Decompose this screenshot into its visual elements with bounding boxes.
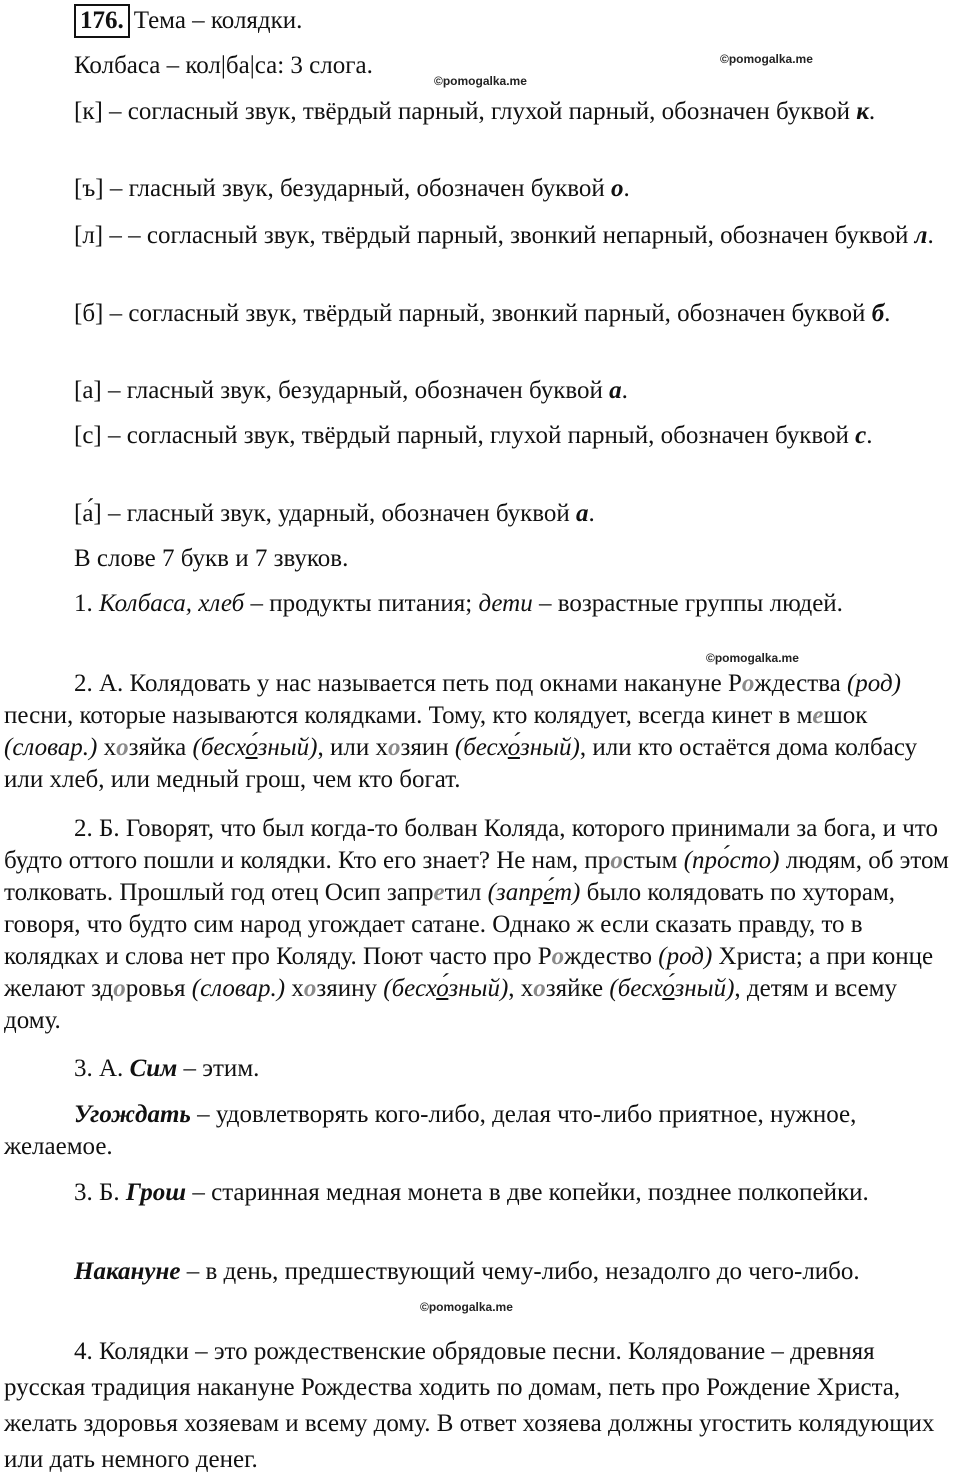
letter: к <box>856 98 869 125</box>
letters-count-text: В слове 7 букв и 7 звуков. <box>74 545 349 572</box>
answer-4-text: 4. Колядки – это рождественские обрядовые песни. Колядование – древняя русская традиция накануне Рождества ходить по домам, петь про Рождение Христа, желать здоровья хозяевам и всему дому. В ответ хозяева должны угостить колядующих или дать немного денег. <box>4 1338 935 1473</box>
watermark: ©pomogalka.me <box>706 651 799 665</box>
check-part: (бесх <box>383 975 437 1002</box>
letter: а <box>576 500 589 527</box>
check-part: (бесх <box>609 975 663 1002</box>
text-run: ровья <box>125 975 192 1002</box>
watermark: ©pomogalka.me <box>720 52 813 66</box>
sound-a: [а] – гласный звук, безударный, обозначен буквой а. <box>74 377 628 404</box>
check-word: (словар.) <box>191 975 286 1002</box>
answer-3a <box>4 1053 956 1085</box>
definition: – удовлетворять кого-либо, делая что-либо приятное, нужное, желаемое. <box>4 1101 857 1160</box>
check-part: зный) <box>448 975 509 1002</box>
watermark: ©pomogalka.me <box>420 1300 513 1314</box>
watermark: ©pomogalka.me <box>434 74 527 88</box>
definition: – в день, предшествующий чему-либо, незадолго до чего-либо. <box>180 1258 860 1285</box>
text-run: было колядовать по хуторам, говоря, что будто сим народ угождает сатане. Однако ж если сказать правду, то в колядках и слова нет про Коляду. Поют часто про Р <box>4 879 896 970</box>
highlight-vowel: о <box>388 734 401 761</box>
sound-text: [к] – согласный звук, твёрдый парный, глухой парный, обозначен буквой <box>74 98 857 125</box>
definition: – этим. <box>177 1055 260 1082</box>
text-run: 2. А. Колядовать у нас называется петь под окнами накануне Р <box>74 670 742 697</box>
sound-text: [л] – – согласный звук, твёрдый парный, звонкий непарный, обозначен буквой <box>74 222 915 249</box>
text-run: зяину <box>316 975 384 1002</box>
stress-vowel: е́ <box>543 879 554 906</box>
term: Грош <box>125 1179 187 1206</box>
stress-vowel: о́ <box>507 734 520 761</box>
text-run: , х <box>508 975 534 1002</box>
letter: а <box>609 377 622 404</box>
text-run: людям, об этом толковать. Прошлый год отец Осип запр <box>4 847 949 906</box>
paragraph-2a <box>4 668 956 796</box>
stress-vowel: о́ <box>245 734 258 761</box>
check-part: (бесх <box>192 734 246 761</box>
text-run: 2. Б. Говорят, что был когда-то болван Коляда, которого принимали за бога, и что будто оттого пошли и колядки. Кто его знает? Не нам, пр <box>4 815 938 874</box>
letter: с <box>855 422 867 449</box>
sound-k: [к] – согласный звук, твёрдый парный, глухой парный, обозначен буквой к. <box>74 98 876 125</box>
stress-vowel: о́ <box>436 975 449 1002</box>
term: Угождать <box>74 1101 191 1128</box>
q-number: 3. Б. <box>74 1179 126 1206</box>
definition-nakanune <box>4 1256 956 1288</box>
question-1 <box>4 588 956 620</box>
text-run: , детям и всему дому. <box>4 975 897 1034</box>
term: Сим <box>129 1055 178 1082</box>
text-run: тил <box>444 879 488 906</box>
check-part: (запр <box>487 879 544 906</box>
sound-text: [а] – гласный звук, безударный, обозначен буквой <box>74 377 610 404</box>
letter: о <box>611 175 624 202</box>
term: Накануне <box>74 1258 181 1285</box>
text-run: , или х <box>317 734 388 761</box>
letter: л <box>914 222 928 249</box>
highlight-vowel: о <box>610 847 623 874</box>
check-word <box>609 975 734 1002</box>
sound-b: [б] – согласный звук, твёрдый парный, звонкий парный, обозначен буквой б. <box>74 300 891 327</box>
check-part: т) <box>553 879 581 906</box>
sound-s: [с] – согласный звук, твёрдый парный, глухой парный, обозначен буквой с. <box>74 422 873 449</box>
check-part: зный) <box>257 734 318 761</box>
definition: – возрастные группы людей. <box>532 590 843 617</box>
check-part: зный) <box>519 734 580 761</box>
text-run: ждества <box>754 670 847 697</box>
highlight-vowel: о <box>113 975 126 1002</box>
text-run: стым <box>622 847 684 874</box>
highlight-vowel: о <box>741 670 755 697</box>
highlight-vowel: о <box>116 734 129 761</box>
check-word: (про́сто) <box>683 847 780 874</box>
sound-text: [б] – согласный звук, твёрдый парный, звонкий парный, обозначен буквой <box>74 300 872 327</box>
q-number: 3. А. <box>74 1055 130 1082</box>
task-number: 176. <box>74 4 130 38</box>
sound-text: [ъ] – гласный звук, безударный, обозначен буквой <box>74 175 611 202</box>
highlight-vowel: о <box>551 943 565 970</box>
sound-text: [с] – согласный звук, твёрдый парный, глухой парный, обозначен буквой <box>74 422 856 449</box>
answer-4 <box>4 1334 956 1478</box>
highlight-vowel: е <box>812 702 824 729</box>
text-run: х <box>97 734 117 761</box>
definition: – продукты питания; <box>244 590 479 617</box>
topic-text: Тема – колядки. <box>133 7 303 34</box>
answer-3b <box>4 1177 956 1209</box>
check-part: зный) <box>674 975 735 1002</box>
check-word <box>383 975 508 1002</box>
text-run: шок <box>823 702 868 729</box>
definition: – старинная медная монета в две копейки, позднее полкопейки. <box>186 1179 869 1206</box>
letters-count <box>4 543 956 575</box>
syllable-text: Колбаса – кол|ба|са: 3 слога. <box>74 52 373 79</box>
highlight-vowel: о <box>533 975 546 1002</box>
letter: б <box>871 300 885 327</box>
q-number: 1. <box>74 590 99 617</box>
check-word: (род) <box>658 943 713 970</box>
text-run: зяин <box>400 734 455 761</box>
term: дети <box>478 590 533 617</box>
text-run: Христа; а при конце желают зд <box>4 943 934 1002</box>
highlight-vowel: е <box>433 879 445 906</box>
sound-o: [ъ] – гласный звук, безударный, обозначен буквой о. <box>74 175 630 202</box>
text-run: , или кто остаётся дома колбасу или хлеб, или медный грош, чем кто богат. <box>4 734 918 793</box>
text-run: песни, которые называются колядками. Тому, кто колядует, всегда кинет в м <box>4 702 813 729</box>
sound-l: [л] – – согласный звук, твёрдый парный, звонкий непарный, обозначен буквой л. <box>74 222 934 249</box>
definition-ugozhdat <box>4 1099 956 1163</box>
sound-text: [а́] – гласный звук, ударный, обозначен буквой <box>74 500 577 527</box>
check-word <box>193 734 318 761</box>
check-word: (словар.) <box>4 734 98 761</box>
stress-vowel: о́ <box>662 975 675 1002</box>
paragraph-2b <box>4 813 956 1037</box>
text-run: ждество <box>564 943 659 970</box>
text-run: зяйке <box>545 975 610 1002</box>
text-run: х <box>285 975 304 1002</box>
sound-a-stressed: [а́] – гласный звук, ударный, обозначен буквой а. <box>74 500 595 527</box>
check-word <box>455 734 580 761</box>
highlight-vowel: о <box>303 975 317 1002</box>
check-word: (род) <box>846 670 901 697</box>
term: Колбаса, хлеб <box>99 590 245 617</box>
topic-line <box>4 4 956 38</box>
check-word <box>488 879 581 906</box>
text-run: зяйка <box>128 734 193 761</box>
check-part: (бесх <box>454 734 508 761</box>
